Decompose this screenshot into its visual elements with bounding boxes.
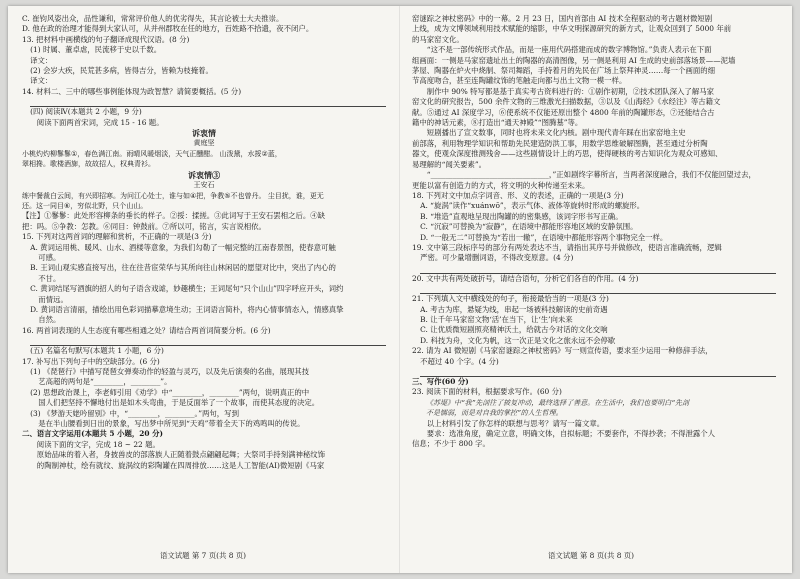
- text-line: C. 黄词结尾写酒旗的招人的句子语含戏谑，妙趣横生；王词尾句“只个山山”四字呼应开头，词约: [30, 284, 344, 294]
- text-line: 窑文化的研究报告，500 余件文物的三维激光扫描数据，③以及《山海经》《水经注》等古籍文: [412, 97, 721, 107]
- right-page-footer: 语文试题 第 8 页(共 8 页): [548, 551, 635, 560]
- text-line: 严密。可少量增删词语，不得改变原意。(4 分): [420, 253, 574, 263]
- answer-line[interactable]: [30, 336, 386, 346]
- text-line: 的陶制神杖，绘有就纹、旋涡纹的彩陶罐在四周排放……这是人工智能(AI)微短剧《马家: [36, 460, 325, 470]
- text-line: 22. 请为 AI 微短剧《马家窑谜踪之神杖密码》写一则宣传语，要求至少运用一种修辞手法，: [412, 346, 713, 356]
- text-line: 译文：: [30, 76, 53, 86]
- text-line: C. 崔钧风姿出众，品性谦和，常常评价他人的优劣得失，其言论被士大夫推崇。: [22, 14, 284, 23]
- text-line: 17. 补写出下列句子中的空缺部分。(6 分): [22, 356, 160, 366]
- text-line: (四) 阅读Ⅳ(本题共 2 小题，9 分): [30, 107, 142, 117]
- text-line: 易理解的“闻关要素”。: [412, 159, 487, 169]
- text-line: 原始品味的着入者，身披兽皮的部落族人正随着鼓点翩翩起舞；大祭司手持刻满神秘纹饰: [36, 450, 326, 460]
- text-line: 籍中的神话元素，⑧打造出“通天神殿”“图腾墓”等。: [412, 118, 583, 128]
- text-line: 艺高超的两句是“________，________”。: [38, 377, 172, 387]
- answer-line[interactable]: [420, 367, 776, 377]
- text-line: 上线，成为文博领域利用技术赋能的缩影，中华文明探源研究的新方式，让观众回到了 5000 年前: [412, 24, 732, 34]
- text-line: 要求：选准角度，确定立意，明确文体，自拟标题；不要套作，不得抄袭；不得泄露个人: [426, 429, 716, 439]
- text-line: 译文：: [30, 55, 53, 65]
- text-line: 18. 下列对文中加点字词音、形、义的表述，正确的一项是(3 分): [412, 190, 624, 200]
- text-line: 三、写作(60 分): [412, 377, 469, 386]
- left-page-column: [22, 14, 386, 542]
- text-line: 不超过 40 个字。(4 分): [420, 356, 499, 366]
- text-line: “这不是一部传统形式作品，而是一座用代码搭建而成的数字博物馆。”负责人表示在下面: [426, 45, 712, 55]
- text-line: 是在半山腰看到日出的景象，写出梦中所见到“天鸡”带着全天下的鸡鸣叫的传说。: [38, 419, 305, 429]
- text-line: 的马家窑文化。: [412, 34, 464, 44]
- text-line: C. “沉寂”可替换为“寂静”，在语境中都能形容地区域的安静氛围。: [420, 222, 638, 232]
- text-line: 阅读下面的文字，完成 18 ~ 22 题。: [36, 439, 160, 449]
- text-line: 制作中 90% 特写都是基于真实考古资料进行的：①剧作初期，②技术团队深入了解马家: [426, 86, 714, 96]
- right-page-column: [412, 14, 776, 542]
- poem-line: 练中餐裁白云间，有兴即招寒。为问江心处士，谁与如④把，争教⑤不也曾丹。 尘目扰，谁，更无: [22, 191, 324, 200]
- poem2-author: 王安石: [193, 181, 215, 190]
- answer-line[interactable]: [30, 97, 386, 107]
- text-line: B. “堆造”直观地呈现出陶罐的的密集感，该词字形书写正确。: [420, 211, 623, 221]
- text-line: 13. 把材料中画横线的句子翻译成现代汉语。(8 分): [22, 34, 190, 44]
- note-line: 【注】①鬖鬖：此处形容柳条的垂长的样子。②挼：揉搓。③此词写于王安石罢相之后。④缺: [22, 211, 326, 221]
- text-line: 不甘。: [38, 273, 61, 283]
- text-line: (1) 时属、董卓虐，民流移于史以千数。: [30, 45, 162, 55]
- poem1-title: 诉衷情: [192, 128, 216, 139]
- text-line: (2) 思想政治课上，李老师引用《劝学》中“________，________”两句，说明真正的中: [30, 387, 310, 397]
- text-line: 自然。: [38, 315, 61, 325]
- text-line: (1) 《琵琶行》中描写琵琶女弹奏动作的轻盈与灵巧，以及先后演奏的名曲，展现其技: [30, 367, 310, 376]
- text-line: 茅屋、陶器在炉火中烧制、祭司舞蹈，手持着月的先民在广场上祭拜神灵……每一个画面的细: [412, 66, 716, 76]
- text-line: 23. 阅读下面的材料，根据要求写作。(60 分): [412, 387, 562, 397]
- text-line: 节高度吻合，甚至连陶罐纹饰的笔触走向都与出土文物一模一样。: [412, 76, 627, 86]
- text-line: 更能以富有创造力的方式，将文明的火种传递至未来。: [412, 180, 590, 190]
- page-fold-divider: [399, 6, 400, 573]
- poem1-author: 黄庭坚: [193, 139, 215, 148]
- text-line: 窑谜踪之神杖密码》中的一幕。2 月 23 日，国内首部由 AI 技术全程驱动的考古题材微短剧: [412, 14, 713, 23]
- text-line: “________________________________，”正如剧终字幕所言，当两者深度融合，我们不仅能回望过去，: [426, 170, 756, 180]
- text-line: 前部落，利用物理学知识和帮助先民建造防洪工事，用数学思维破解图腾，甚至通过分析陶: [412, 138, 708, 148]
- text-line: 器文，使观众深度推测残舍——这些剧情设计上的巧思，使得硬核的考古知识化为观众可感知、: [412, 149, 723, 159]
- text-line: 15. 下列对这两首词的理解和赏析，不正确的一项是(3 分): [22, 232, 212, 242]
- text-line: 20. 文中共有两处破折号，请结合语句，分析它们各自的作用。(4 分): [412, 273, 639, 283]
- text-line: (2) 会岁大疾，民荒甚多病，皆得吉分，皆赖为枝掩着。: [30, 66, 213, 76]
- text-line: B. 让千年马家窑文物‘活’在当下，让‘生’向未来: [420, 314, 573, 324]
- text-line: 献。⑤通过 AI 深度学习，⑥使系统不仅能还原出整个 4800 年前的陶罐形态，⑦还能结合古: [412, 107, 715, 117]
- poem-line: 小桃灼灼柳鬖鬖①，春色满江南。雨晴风暖烟淡，天气正醺酣。 山泼黛，水挼②蓝，: [22, 149, 282, 158]
- text-line: B. 王词山观实感直接写出，往在往昔宦荣华与其所向往山林闲居的愿望对比中，突出了内心的: [30, 263, 336, 273]
- text-line: 可感。: [38, 252, 61, 262]
- text-line: 阅读下面两首宋词，完成 15 - 16 题。: [36, 117, 164, 127]
- text-line: A. 黄词运用桃、暖风、山水、酒楼等意象，为我们勾勒了一幅完整的江南春景图，使春意可触: [30, 242, 336, 252]
- text-line: 而情远。: [38, 294, 68, 304]
- text-line: 以上材料引发了你怎样的联想与思考？请写一篇文章。: [426, 418, 605, 428]
- text-line: (3) 《梦游天姥吟留别》中，“________，________。”两句，写到: [30, 408, 239, 418]
- text-line: 组画面：一侧是马家窑遗址出土的陶器的高清图像，另一侧是利用 AI 生成的史前部落场景——泥墙: [412, 55, 736, 65]
- text-line: 《苏堤》中“我”先剖往了披复冲动，最终选择了善意。在生活中，我们也要明白“先剖: [426, 398, 689, 407]
- text-line: 不是懦弱，而是对自我的掌控”的人生哲理。: [426, 409, 563, 418]
- text-line: 16. 两首词表现的人生态度有哪些相通之处？请结合两首词简要分析。(6 分): [22, 325, 271, 335]
- text-line: 21. 下列填入文中横线处的句子，衔接最恰当的一项是(3 分): [412, 294, 609, 304]
- answer-line[interactable]: [420, 264, 776, 274]
- text-line: D. 他在政的治理才能得到大家认可，从并州郡牧在任的地方，百姓路不拾遗，夜不闭户。: [22, 24, 314, 34]
- note-line: 把：吗。⑤争教：怎教。⑥同目：钟鼓前。⑦所以可，铭言，实言说相依。: [22, 221, 266, 231]
- exam-sheet: [8, 6, 792, 573]
- text-line: 短剧播出了宣文数事，同时也将未来文化内核。剧中现代青年踩在出家窑地主史: [426, 128, 686, 138]
- answer-line[interactable]: [420, 284, 776, 294]
- text-line: C. 让优质微短剧照亮精神沃土，给就古今对话的文化交响: [420, 325, 608, 335]
- text-line: A. 考古为库，悬疑为线，串起一场被科技解读的史前奇遇: [420, 304, 608, 314]
- text-line: 19. 文中第三段标序号的部分有两处表达不当，请指出其序号并做修改，使语言准确流畅，逻辑: [412, 242, 722, 252]
- text-line: A. “旋涡”读作“xuánwō”，表示气体、液体等旋转时形成的螺旋形。: [420, 201, 645, 211]
- text-line: 信息；不少于 800 字。: [412, 439, 490, 449]
- text-line: 二、语言文字运用(本题共 5 小题，20 分): [22, 429, 164, 439]
- text-line: D. 黄词语言清丽，描绘出用色彩词描摹意境生动；王词语言简朴，将内心情事情态入，情感真挚: [30, 304, 344, 314]
- poem2-title: 诉衷情③: [188, 169, 220, 180]
- poem-line: 翠相搀。歌楼酒旆，故故招人，权典青衫。: [22, 160, 155, 169]
- text-line: D. “一般无二”可替换为“若出一辙”，在语境中都能形容两个事物完全一样。: [420, 232, 668, 242]
- text-line: (五) 名篇名句默写(本题共 1 小题，6 分): [30, 346, 164, 356]
- poem-line: 还。这一同目⑥，穷似北野，只个山山。: [22, 201, 148, 210]
- left-page-footer: 语文试题 第 7 页(共 8 页): [160, 551, 247, 560]
- text-line: D. 科技为舟，文化为帆，这一次正是文化之旅永远不会停歇: [420, 335, 616, 345]
- text-line: 14. 材料二、三中的哪些事例能体现为政智慧？请简要概括。(5 分): [22, 86, 242, 96]
- text-line: 国人们把坚持不懈地付出是如木头弯曲，于是反面举了一个故事，而使其态度的决定。: [38, 398, 320, 408]
